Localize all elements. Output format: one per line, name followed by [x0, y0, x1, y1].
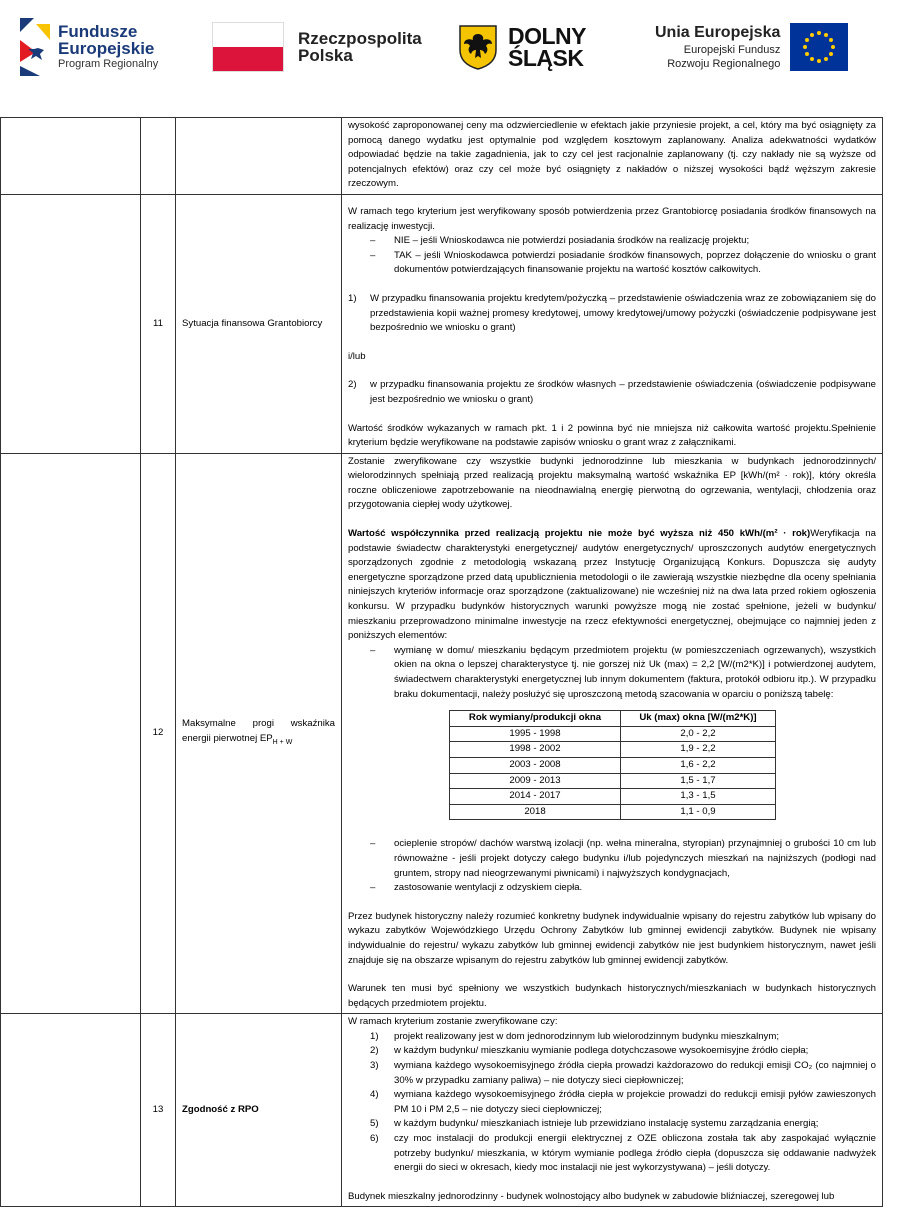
rp-line2: Polska	[298, 46, 353, 65]
row-name	[176, 453, 342, 1014]
dolny-slask-eagle-icon	[458, 24, 498, 70]
r12-p3: Przez budynek historyczny należy rozumieć konkretny budynek indywidualnie wpisany do rejestru zabytków lub wpisany do wykazu zabytków Wojewódzkiego Urzędu Ochrony Zabytków lub gminnej ewidencji zabytków. Budynek nie wpisany indywidualnie do rejestru/ wykazu zabytków lub gminnej ewidencji zabytków nie jest budynkiem historycznym, nawet jeśli znajduje się na obszarze wpisanym do rejestru zabytków lub gminnej ewidencji zabytków.	[348, 910, 876, 966]
row-description	[342, 453, 883, 1014]
row-number: 11	[141, 194, 176, 453]
r13-p1: W ramach kryterium zostanie zweryfikowane czy:	[348, 1016, 558, 1028]
ds-line2: ŚLĄSK	[508, 45, 584, 71]
ue-line3: Rozwoju Regionalnego	[667, 58, 781, 70]
logo-rzeczpospolita-polska	[212, 14, 422, 80]
list-item: 4) wymiana każdego wysokoemisyjnego źródła ciepła w projekcie prowadzi do redukcji emisji pyłów zawieszonych PM 10 i PM 2,5 – nie dotyczy sieci ciepłowniczej;	[370, 1089, 876, 1115]
empty-cell	[1, 1014, 141, 1207]
header-logos	[0, 0, 900, 100]
eu-flag-icon	[790, 23, 848, 71]
empty-cell	[1, 118, 141, 195]
list-item: 1) W przypadku finansowania projektu kredytem/pożyczką – przedstawienie oświadczenia wraz ze zobowiązaniem się do przedstawienia kopii ważnej promesy kredytowej, umowy kredytowej/umowy pożyczki (oświadczenie podpisywane jest bezpośrednio we wniosku o grant)	[348, 292, 876, 334]
table-header-row	[450, 711, 776, 727]
criteria-document	[0, 117, 900, 1207]
table-row: 2018 1,1 - 0,9	[450, 804, 776, 820]
row-name	[176, 118, 342, 195]
ue-line2: Europejski Fundusz	[683, 44, 781, 56]
r11-p1: W ramach tego kryterium jest weryfikowany sposób potwierdzenia przez Grantobiorcę posiadania środków finansowych na realizację inwestycji.	[348, 205, 876, 232]
table-row: 1998 - 2002 1,9 - 2,2	[450, 742, 776, 758]
row-number	[141, 118, 176, 195]
r10-p1: wysokość zaproponowanej ceny ma odzwierciedlenie w efektach jakie przyniesie projekt, a cel, który ma być osiągnięty za pomocą danego wydatku jest optymalnie pod względem kosztowym zaplanowany. Analiza adekwatności wydatków odpowiadać będzie na takie zagadnienia, jak to czy cel jest racjonalnie zaplanowany (tj. czy nakłady nie są wyższe od potencjalnych efektów) oraz czy cel może być osiągnięty z nakładów o niższej wysokości bądź węższym zakresie rzeczowym.	[348, 120, 876, 190]
table-row: 2014 - 2017 1,3 - 1,5	[450, 789, 776, 805]
r12-name-main: Maksymalne progi wskaźnika energii pierwotnej EP	[182, 717, 335, 744]
list-item: – ocieplenie stropów/ dachów warstwą izolacji (np. wełna mineralna, styropian) przynajmniej o grubości 10 cm lub równoważne - jeśli projekt dotyczy całego budynku i/lub pojedynczych mieszkań na najniższych (podłogi nad gruntem, stropy nad nieogrzewanymi piwnicami) i najwyższych kondygnacjach,	[370, 838, 876, 879]
rp-line1: Rzeczpospolita	[298, 29, 422, 48]
r12-p2: Wartość współczynnika przed realizacją projektu nie może być wyższa niż 450 kWh/(m² · rok)Weryfikacja na podstawie świadectw charakterystyki energetycznej/ audytów energetycznych/ uproszczonych audytów energetycznych sporządzonych zgodnie z metodologią wskazaną przez Instytucję Organizującą Konkurs. Dopuszcza się audyty energetyczne sporządzone przed datą upublicznienia metodologii o ile zawierają wszystkie niezbędne dla oceny spełniania niniejszych kryteriów informacje oraz sporządzone (zaktualizowane) nie wcześniej niż na dwa lata przed rokiem ogłoszenia konkursu. W przypadku budynków historycznych warunki powyższe mogą nie zostać spełnione, jeżeli w budynku/ mieszkaniu przeprowadzono minimalne inwestycje na rzecz efektywności energetycznej, obejmujące co najmniej jeden z poniższych elementów:	[348, 528, 876, 642]
row-description	[342, 194, 883, 453]
list-item: 3) wymiana każdego wysokoemisyjnego źródła ciepła prowadzi każdorazowo do redukcji emisji CO₂ (co najmniej o 30% w przypadku zamiany paliwa) – nie dotyczy sieci ciepłowniczej;	[370, 1060, 876, 1086]
r13-p-last: Budynek mieszkalny jednorodzinny - budynek wolnostojący albo budynek w zabudowie bliźniaczej, szeregowej lub	[348, 1190, 835, 1202]
empty-cell	[1, 453, 141, 1014]
windows-table	[449, 710, 776, 820]
list-item: 1) projekt realizowany jest w dom jednorodzinnym lub wielorodzinnym budynku mieszkalnym;	[370, 1030, 779, 1042]
row-number: 12	[141, 453, 176, 1014]
empty-cell	[1, 194, 141, 453]
fe-line2: Europejskie	[58, 38, 155, 58]
r12-name-sub: H + W	[272, 738, 293, 746]
table-row: 2009 - 2013 1,5 - 1,7	[450, 773, 776, 789]
r12-p4: Warunek ten musi być spełniony we wszystkich budynkach historycznych/mieszkaniach w budynkach historycznych będących przedmiotem projektu.	[348, 983, 876, 1009]
r11-p-last: Wartość środków wykazanych w ramach pkt. 1 i 2 powinna być nie mniejsza niż całkowita wartość projektu.Spełnienie kryterium będzie weryfikowane na podstawie zapisów wniosku o grant wraz z załącznikami.	[348, 422, 876, 449]
r12-p1: Zostanie zweryfikowane czy wszystkie budynki jednorodzinne lub mieszkania w budynkach jednorodzinnych/ wielorodzinnych spełniają przed realizacją projektu maksymalną wartość wskaźnika EP [kWh/(m² · rok)], który określa roczne obliczeniowe zapotrzebowanie na nieodnawialną energię pierwotną do ogrzewania, wentylacji, chłodzenia oraz przygotowania ciepłej wody użytkowej.	[348, 455, 876, 511]
row-number: 13	[141, 1014, 176, 1207]
list-item: – TAK – jeśli Wnioskodawca potwierdzi posiadanie środków finansowych, poprzez dołączenie do wniosku o grant dokumentów potwierdzających finansowanie projektu na wartość kosztów całkowitych.	[370, 249, 876, 276]
col-header: Rok wymiany/produkcji okna	[450, 711, 621, 727]
logo-dolny-slask	[458, 14, 618, 80]
logo-unia-europejska	[655, 14, 880, 80]
fundusze-europejskie-icon	[14, 18, 50, 76]
row-name: Zgodność z RPO	[176, 1014, 342, 1207]
table-row	[1, 453, 883, 1014]
list-item: 6) czy moc instalacji do produkcji energii elektrycznej z OZE obliczona została tak aby zaspokajać wyłącznie potrzeby budynku/ mieszkania, w którym wymianie podlega źródło ciepła (dopuszcza się oddawanie nadwyżek energii do sieci w okresach, kiedy moc instalacji nie jest wykorzystywana) – jeśli dotyczy.	[370, 1133, 876, 1174]
table-row	[1, 118, 883, 195]
list-item: 5) w każdym budynku/ mieszkaniach istnieje lub przewidziano instalację systemu zarządzania energią;	[370, 1118, 819, 1130]
table-row: 1995 - 1998 2,0 - 2,2	[450, 726, 776, 742]
list-item: – wymianę w domu/ mieszkaniu będącym przedmiotem projektu (w pomieszczeniach ogrzewanych), wszystkich okien na okna o lepszej charakterystyce tj. nie gorszej niż Uk (max) = 2,2 [W/(m2*K)] i potwierdzonej audytem, świadectwem charakterystyki energetycznej lub innym dokumentem (faktura, protokół odbioru itp.). W przypadku braku dokumentacji, należy posłużyć się uproszczoną metodą szacowania w oparciu o poniższą tabelę:	[370, 644, 876, 700]
poland-flag-icon	[212, 22, 284, 72]
r11-ilub: i/lub	[348, 350, 366, 362]
fe-line3: Program Regionalny	[58, 57, 159, 70]
list-item: – NIE – jeśli Wnioskodawca nie potwierdzi posiadania środków na realizację projektu;	[370, 235, 750, 247]
logo-fundusze-europejskie	[14, 14, 174, 80]
row-description	[342, 1014, 883, 1207]
list-item: 2) w przypadku finansowania projektu ze środków własnych – przedstawienie oświadczenia (oświadczenie podpisywane jest bezpośrednio we wniosku o grant)	[348, 379, 876, 405]
ds-line1: DOLNY	[508, 23, 586, 49]
table-row	[1, 194, 883, 453]
list-item: – zastosowanie wentylacji z odzyskiem ciepła.	[370, 882, 583, 894]
col-header: Uk (max) okna [W/(m2*K)]	[621, 711, 776, 727]
criteria-table	[0, 117, 883, 1207]
table-row: 2003 - 2008 1,6 - 2,2	[450, 757, 776, 773]
table-row	[1, 1014, 883, 1207]
fe-line1: Fundusze	[58, 21, 138, 41]
row-description	[342, 118, 883, 195]
list-item: 2) w każdym budynku/ mieszkaniu wymianie podlega dotychczasowe wysokoemisyjne źródło ciepła;	[370, 1045, 809, 1057]
ue-line1: Unia Europejska	[655, 24, 781, 41]
row-name: Sytuacja finansowa Grantobiorcy	[176, 194, 342, 453]
